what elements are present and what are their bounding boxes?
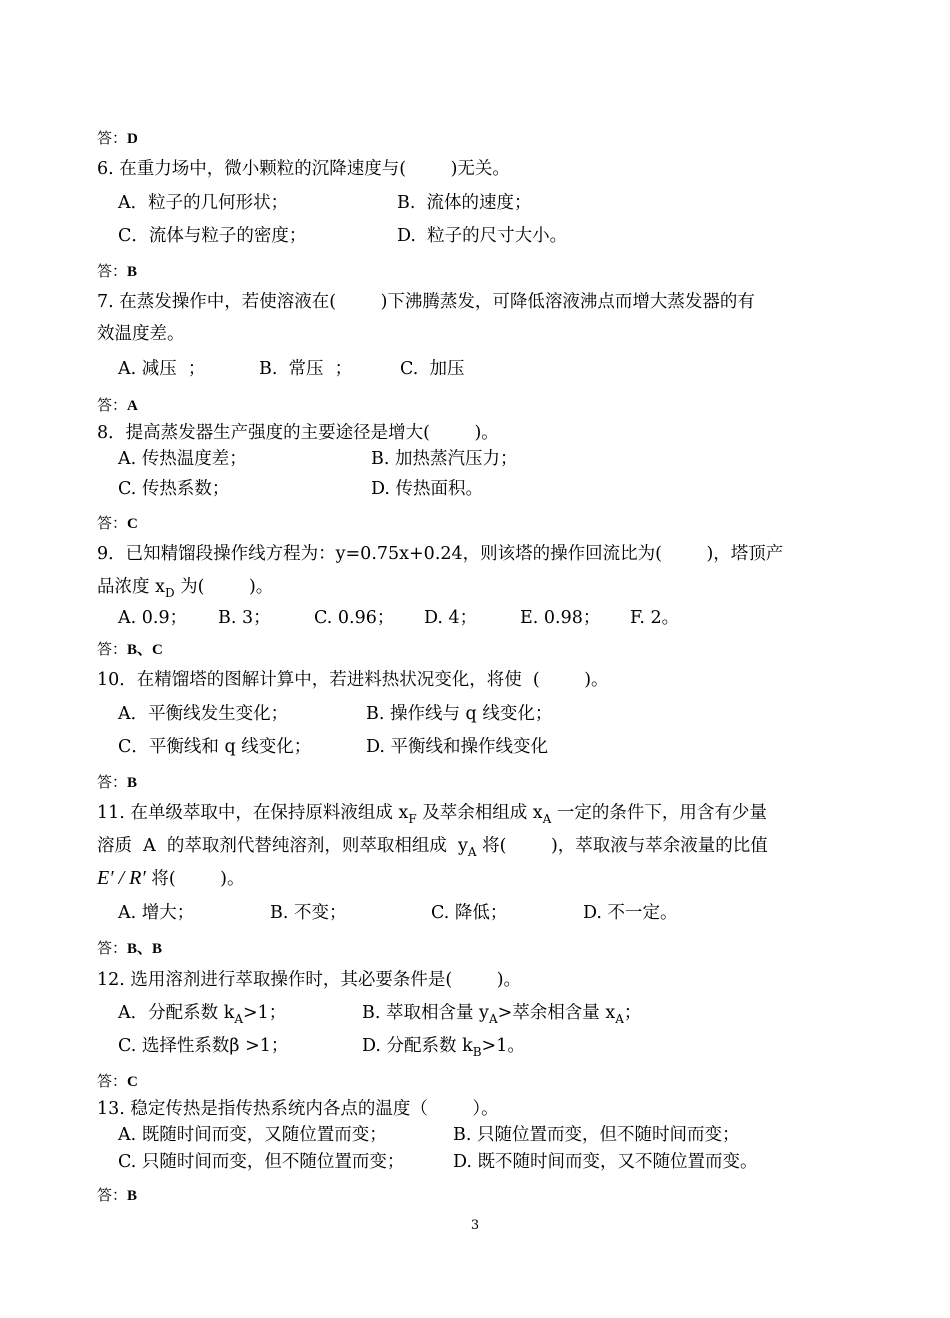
answer-5: 答：D [97, 129, 138, 147]
question-10: 10．在精馏塔的图解计算中，若进料热状况变化，将使 ( )。 [97, 670, 609, 690]
answer-11: 答：B、B [97, 939, 163, 957]
q9-option-e: E. 0.98； [520, 608, 601, 628]
question-8: 8．提高蒸发器生产强度的主要途径是增大( )。 [97, 423, 499, 443]
answer-9: 答：B、C [97, 640, 163, 658]
q9-option-b: B. 3； [218, 608, 271, 628]
q12-option-b: B. 萃取相含量 $y_A>$萃余相含量 $x_A$； [362, 1003, 642, 1026]
q12-option-c: C. 选择性系数β >1； [118, 1036, 289, 1056]
ratio-formula: E′ / R′ [97, 867, 146, 889]
q11-option-b: B. 不变； [270, 903, 347, 923]
q9-option-f: F. 2。 [630, 608, 680, 628]
q12-option-d: D. 分配系数 $k_B>1$。 [362, 1036, 525, 1059]
answer-13: 答：B [97, 1186, 138, 1204]
answer-7: 答：A [97, 396, 138, 414]
q8-option-a: A. 传热温度差； [118, 449, 247, 469]
q9-option-a: A. 0.9； [118, 608, 188, 628]
question-6: 6. 在重力场中，微小颗粒的沉降速度与( )无关。 [97, 159, 510, 179]
q10-option-b: B. 操作线与 q 线变化； [366, 704, 553, 724]
answer-10: 答：B [97, 773, 138, 791]
q10-option-d: D. 平衡线和操作线变化 [366, 737, 549, 757]
question-9-line-2: 品浓度 $x_D$ 为( )。 [97, 577, 274, 600]
q10-option-c: C．平衡线和 q 线变化； [118, 737, 312, 757]
answer-8: 答：C [97, 514, 138, 532]
q6-option-c: C．流体与粒子的密度； [118, 226, 307, 246]
question-9-line-1: 9．已知精馏段操作线方程为：y=0.75x+0.24，则该塔的操作回流比为( )，塔顶产 [97, 544, 784, 564]
answer-6: 答：B [97, 262, 138, 280]
q8-option-d: D. 传热面积。 [371, 479, 484, 499]
q9-option-d: D. 4； [424, 608, 478, 628]
q13-option-a: A. 既随时间而变，又随位置而变； [118, 1125, 387, 1145]
q10-option-a: A．平衡线发生变化； [118, 704, 289, 724]
question-7-line-1: 7. 在蒸发操作中，若使溶液在( )下沸腾蒸发，可降低溶液沸点而增大蒸发器的有 [97, 292, 755, 312]
q9-option-c: C. 0.96； [314, 608, 395, 628]
q11-option-d: D. 不一定。 [583, 903, 678, 923]
q7-option-c: C. 加压 [400, 359, 465, 379]
q7-option-a: A. 减压 ； [118, 359, 206, 379]
q6-option-b: B. 流体的速度； [397, 193, 532, 213]
question-12: 12. 选用溶剂进行萃取操作时，其必要条件是( )。 [97, 970, 522, 990]
q8-option-b: B. 加热蒸汽压力； [371, 449, 518, 469]
q13-option-c: C. 只随时间而变，但不随位置而变； [118, 1152, 405, 1172]
question-13: 13. 稳定传热是指传热系统内各点的温度（ ）。 [97, 1099, 499, 1119]
question-7-line-2: 效温度差。 [97, 324, 185, 344]
answer-12: 答：C [97, 1072, 138, 1090]
question-11-line-1: 11. 在单级萃取中，在保持原料液组成 $x_F$ 及萃余相组成 $x_A$ 一定的条件下，用含有少量 [97, 803, 767, 826]
page-number: 3 [470, 1218, 480, 1233]
q11-option-c: C. 降低； [431, 903, 508, 923]
q13-option-d: D. 既不随时间而变，又不随位置而变。 [453, 1152, 758, 1172]
q6-option-d: D. 粒子的尺寸大小。 [397, 226, 568, 246]
q6-option-a: A．粒子的几何形状； [118, 193, 289, 213]
q7-option-b: B. 常压 ； [259, 359, 353, 379]
q11-option-a: A. 增大； [118, 903, 195, 923]
q8-option-c: C. 传热系数； [118, 479, 230, 499]
question-11-line-2: 溶质 A 的萃取剂代替纯溶剂，则萃取相组成 $y_A$ 将( )，萃取液与萃余液量的比值 [97, 836, 768, 859]
q12-option-a: A．分配系数 $k_A>1$； [118, 1003, 287, 1026]
q13-option-b: B. 只随位置而变，但不随时间而变； [453, 1125, 740, 1145]
question-11-line-3: E′ / R′ 将( )。 [97, 867, 245, 889]
